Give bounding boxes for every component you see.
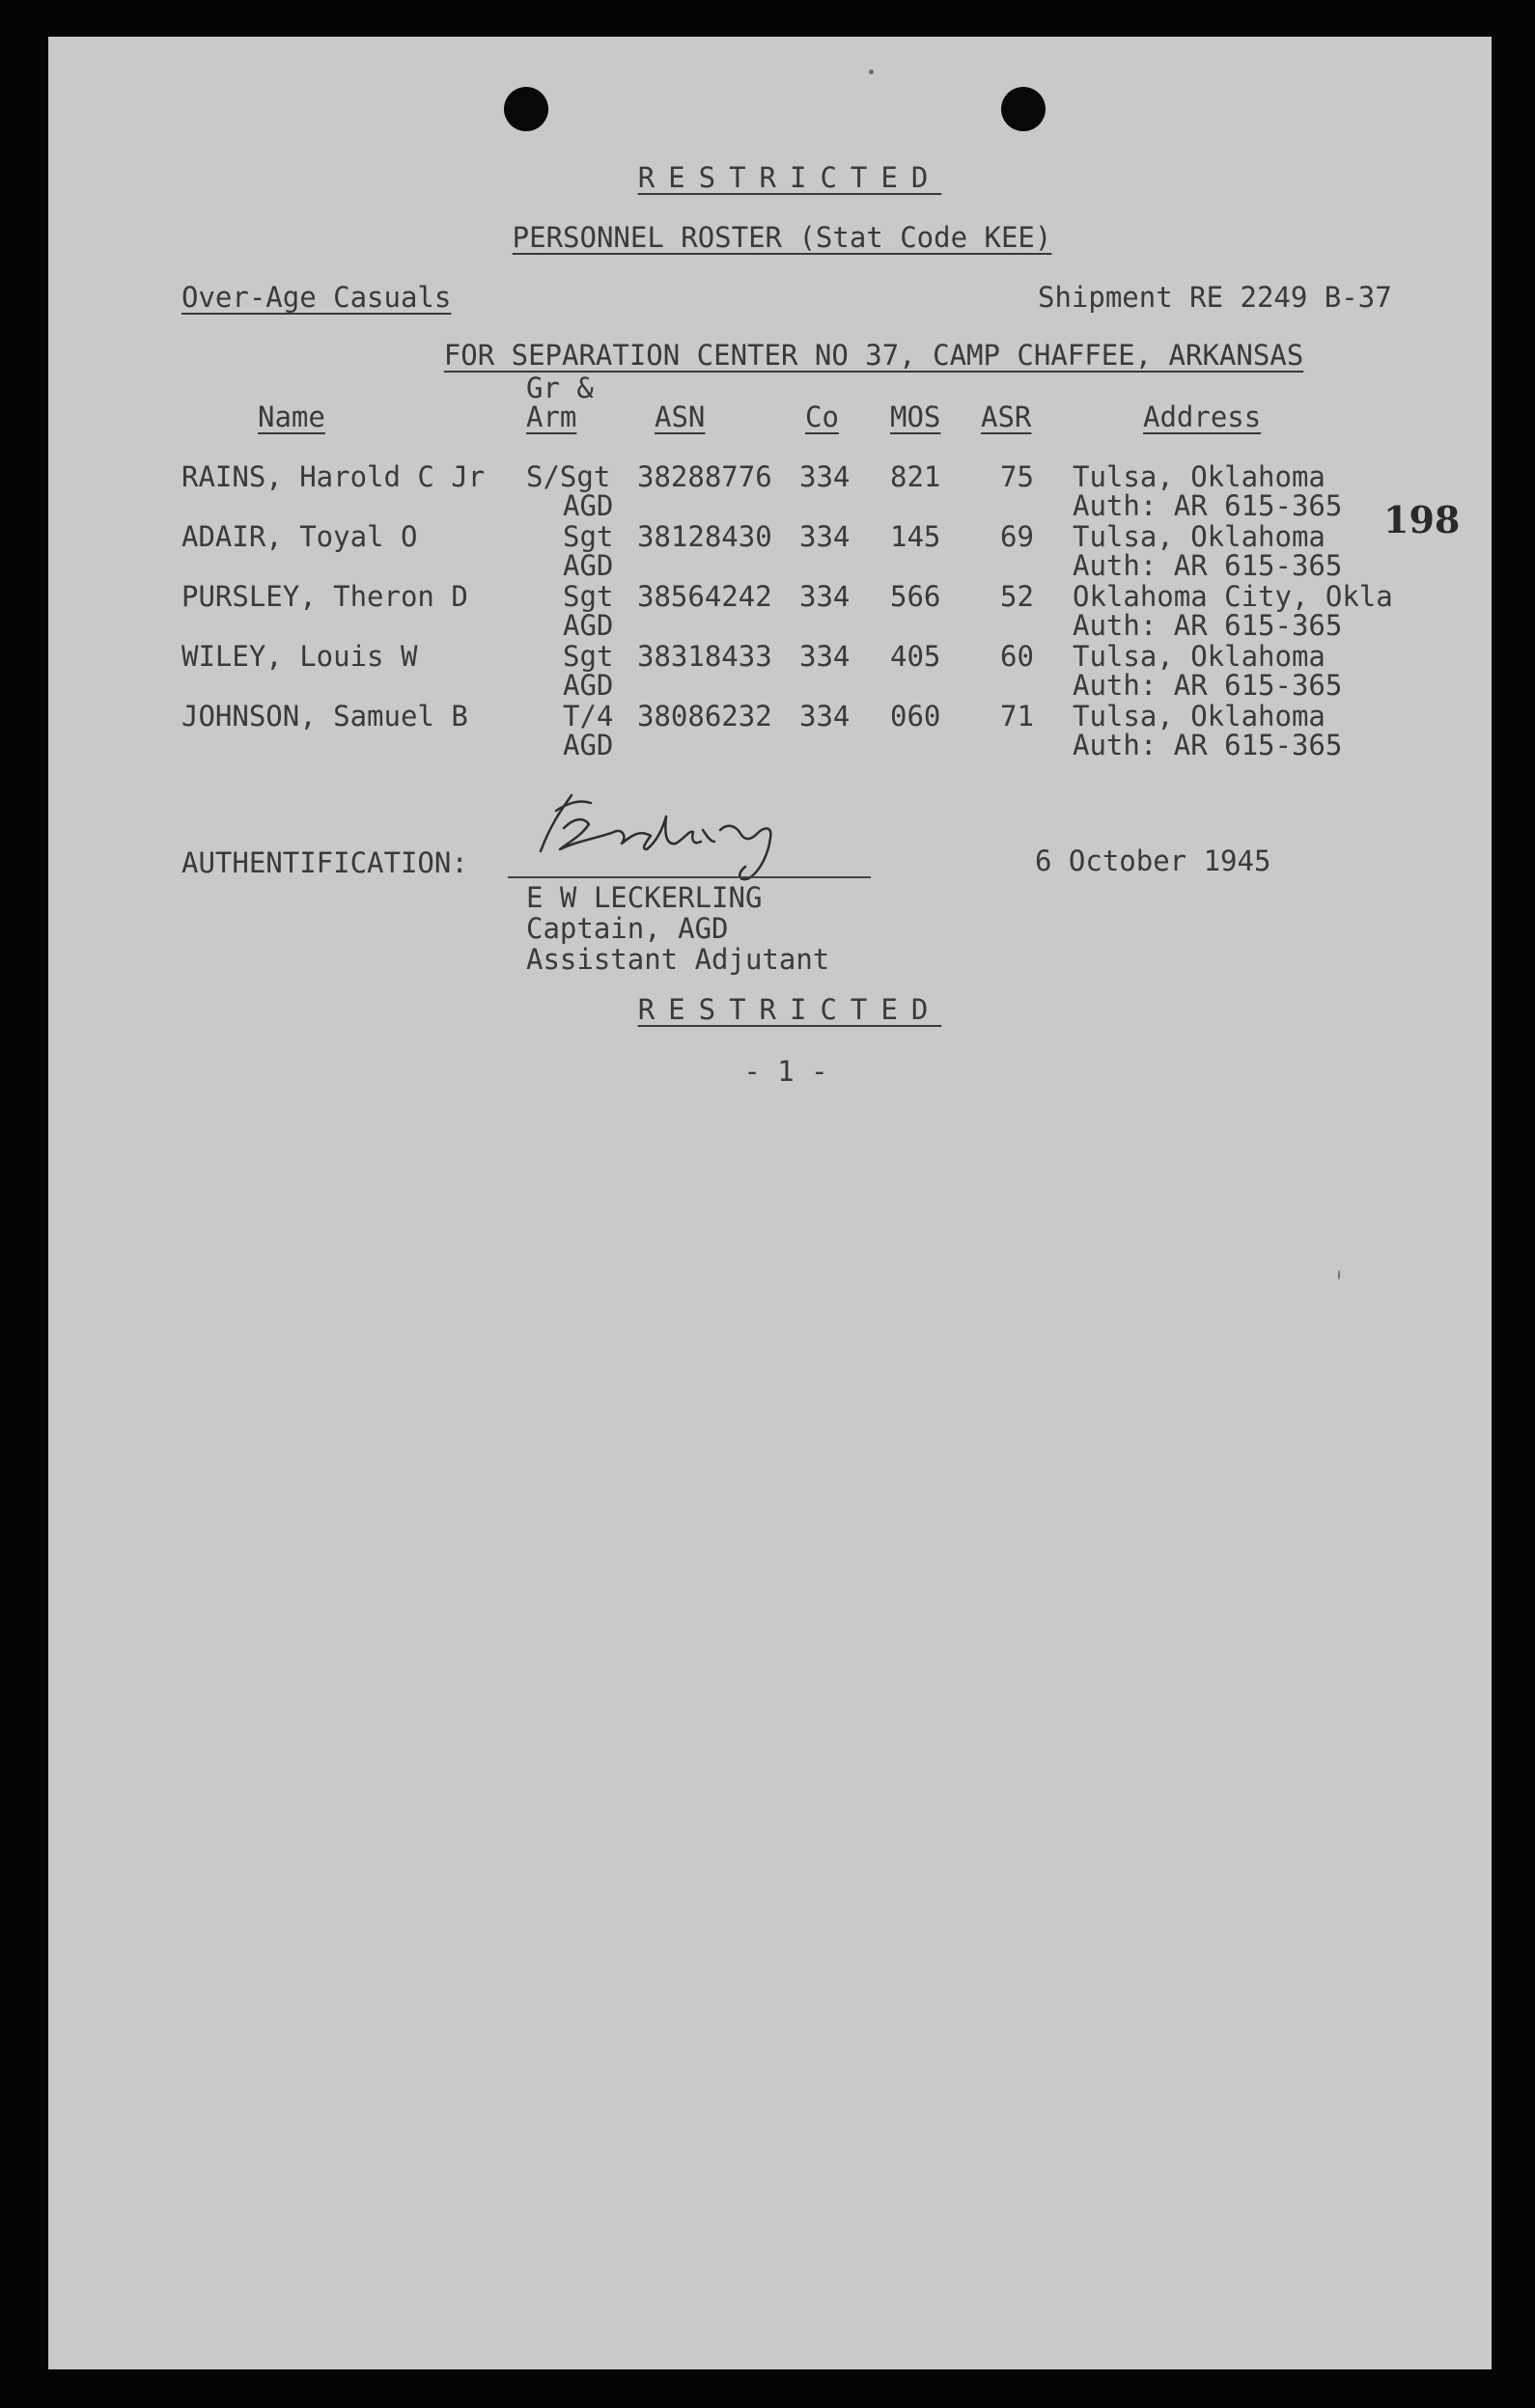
row-address: Tulsa, Oklahoma — [1073, 640, 1326, 673]
row-auth: Auth: AR 615-365 — [1073, 729, 1343, 761]
row-co: 334 — [799, 580, 851, 613]
punch-hole-right — [1001, 87, 1046, 131]
shipment-label: Shipment RE 2249 B-37 — [1038, 281, 1392, 314]
header-gr: Gr & — [526, 372, 594, 404]
row-asr: 69 — [1000, 520, 1034, 553]
row-co: 334 — [799, 520, 851, 553]
header-asn: ASN — [655, 401, 706, 433]
row-grade: Sgt — [563, 640, 614, 673]
row-mos: 405 — [890, 640, 941, 673]
destination-label: FOR SEPARATION CENTER NO 37, CAMP CHAFFEE, ARKANSAS — [443, 339, 1304, 372]
restricted-footer: RESTRICTED — [637, 993, 942, 1026]
row-grade: Sgt — [563, 520, 614, 553]
header-co: Co — [805, 401, 839, 433]
row-asn: 38564242 — [637, 580, 772, 613]
row-grade: T/4 — [563, 700, 614, 733]
stamp-number: 198 — [1383, 498, 1461, 541]
punch-hole-left — [504, 87, 548, 131]
header-address: Address — [1143, 401, 1262, 433]
row-arm: AGD — [563, 729, 614, 761]
row-auth: Auth: AR 615-365 — [1073, 489, 1343, 522]
row-asn: 38318433 — [637, 640, 772, 673]
row-asr: 60 — [1000, 640, 1034, 673]
header-name: Name — [258, 401, 325, 433]
signature-line — [508, 876, 871, 878]
row-arm: AGD — [563, 489, 614, 522]
row-asr: 52 — [1000, 580, 1034, 613]
signer-name: E W LECKERLING — [526, 881, 763, 914]
authentication-label: AUTHENTIFICATION: — [181, 846, 468, 879]
row-name: JOHNSON, Samuel B — [181, 700, 468, 733]
row-arm: AGD — [563, 669, 614, 702]
restricted-header: RESTRICTED — [637, 161, 942, 194]
row-name: PURSLEY, Theron D — [181, 580, 468, 613]
header-arm: Arm — [526, 401, 577, 433]
row-mos: 821 — [890, 460, 941, 493]
paper-speck — [869, 69, 874, 74]
row-asn: 38288776 — [637, 460, 772, 493]
row-asn: 38086232 — [637, 700, 772, 733]
row-asr: 71 — [1000, 700, 1034, 733]
signer-title: Assistant Adjutant — [526, 943, 830, 976]
header-mos: MOS — [890, 401, 941, 433]
header-asr: ASR — [981, 401, 1032, 433]
row-address: Tulsa, Oklahoma — [1073, 520, 1326, 553]
row-address: Tulsa, Oklahoma — [1073, 700, 1326, 733]
row-name: ADAIR, Toyal O — [181, 520, 418, 553]
row-grade: S/Sgt — [526, 460, 611, 493]
row-mos: 145 — [890, 520, 941, 553]
row-asr: 75 — [1000, 460, 1034, 493]
signature — [521, 782, 869, 888]
row-auth: Auth: AR 615-365 — [1073, 609, 1343, 642]
row-grade: Sgt — [563, 580, 614, 613]
roster-title: PERSONNEL ROSTER (Stat Code KEE) — [512, 221, 1052, 254]
document-page — [48, 37, 1492, 2369]
row-arm: AGD — [563, 609, 614, 642]
row-asn: 38128430 — [637, 520, 772, 553]
signer-rank: Captain, AGD — [526, 912, 729, 945]
row-name: WILEY, Louis W — [181, 640, 418, 673]
row-address: Oklahoma City, Okla — [1073, 580, 1393, 613]
row-address: Tulsa, Oklahoma — [1073, 460, 1326, 493]
row-co: 334 — [799, 700, 851, 733]
page-number: - 1 - — [743, 1055, 828, 1088]
row-mos: 060 — [890, 700, 941, 733]
category-label: Over-Age Casuals — [181, 281, 452, 314]
row-arm: AGD — [563, 549, 614, 582]
row-auth: Auth: AR 615-365 — [1073, 669, 1343, 702]
row-co: 334 — [799, 640, 851, 673]
row-co: 334 — [799, 460, 851, 493]
paper-speck — [1338, 1270, 1340, 1280]
row-mos: 566 — [890, 580, 941, 613]
authentication-date: 6 October 1945 — [1035, 844, 1271, 877]
row-auth: Auth: AR 615-365 — [1073, 549, 1343, 582]
row-name: RAINS, Harold C Jr — [181, 460, 486, 493]
